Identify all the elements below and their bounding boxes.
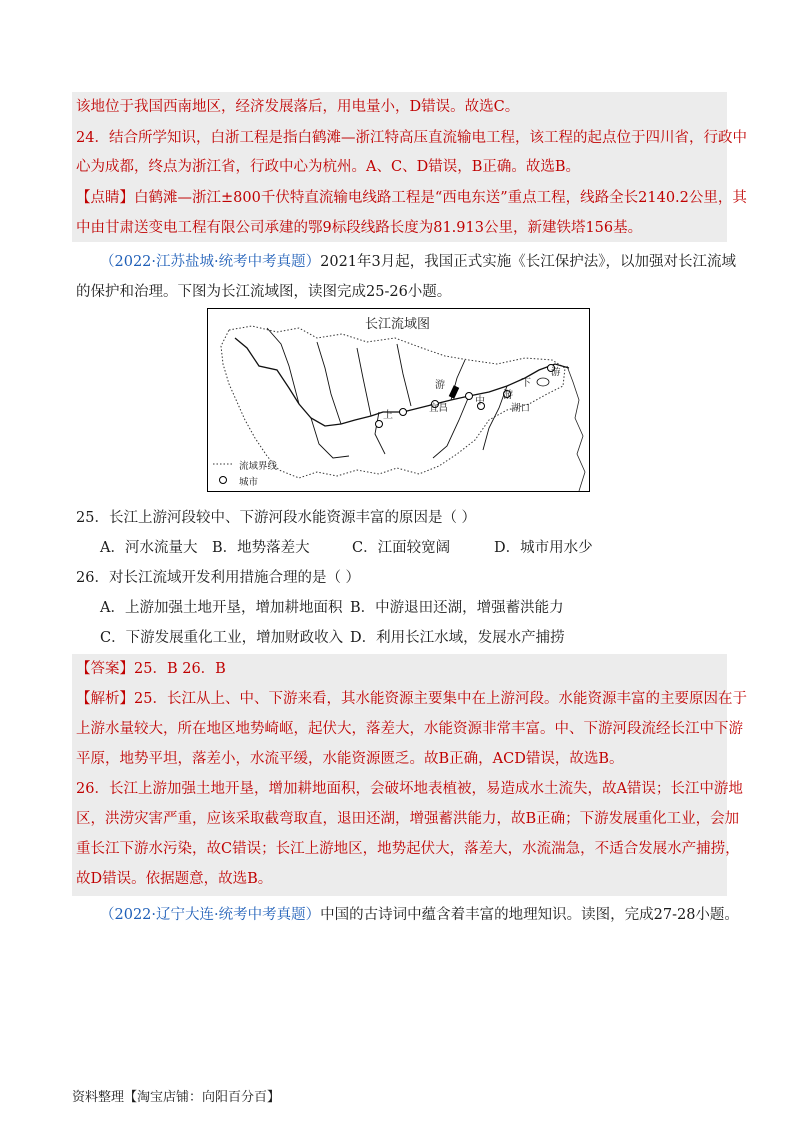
- next-question-intro: [100, 905, 739, 925]
- city-marker: [466, 393, 473, 400]
- city-marker: [400, 409, 407, 416]
- label-you-3: 游: [551, 367, 561, 378]
- q25-stem: 25．长江上游河段较中、下游河段水能资源丰富的原因是（ ）: [76, 510, 477, 526]
- label-you-1: 游: [435, 380, 445, 391]
- note-line: 中由甘肃送变电工程有限公司承建的鄂9标段线路长度为81.913公里，新建铁塔156基。: [76, 220, 643, 236]
- q26-option-d: D．利用长江水域，发展水产捕捞: [350, 630, 565, 646]
- analysis-line: 重长江下游水污染，故C错误；长江上游地区，地势起伏大，落差大，水流湍急，不适合发展水产捕捞，: [76, 841, 740, 857]
- intro-text-2: 的保护和治理。下图为长江流域图，读图完成25-26小题。: [76, 284, 452, 300]
- label-you-2: 游: [503, 390, 513, 401]
- q26-option-c: C．下游发展重化工业，增加财政收入: [100, 630, 344, 646]
- q26-option-b: B．中游退田还湖，增强蓄洪能力: [350, 600, 564, 616]
- yangtze-basin-map: [207, 308, 590, 492]
- next-intro-text: 中国的古诗词中蕴含着丰富的地理知识。读图，完成27-28小题。: [320, 907, 739, 923]
- q25-option-a: A．河水流量大: [100, 540, 198, 556]
- note-line: 【点睛】白鹤滩—浙江±800千伏特直流输电线路工程是“西电东送”重点工程，线路全长2140.2公里，其: [76, 190, 747, 206]
- question-source: （2022·江苏盐城·统考中考真题）: [100, 254, 321, 270]
- label-yichang: 宜昌: [429, 403, 449, 414]
- page-footer: 资料整理【淘宝店铺：向阳百分百】: [72, 1090, 281, 1105]
- label-hukou: 湖口: [511, 403, 531, 414]
- next-question-source: （2022·辽宁大连·统考中考真题）: [100, 907, 321, 923]
- q25-option-b: B．地势落差大: [212, 540, 310, 556]
- label-middle: 中: [475, 396, 485, 407]
- q25-option-c: C．江面较宽阔: [352, 540, 451, 556]
- analysis-line: 上游水量较大，所在地区地势崎岖，起伏大，落差大，水能资源非常丰富。中、下游河段流经长江中下游: [76, 721, 743, 737]
- q26-stem: 26．对长江流域开发利用措施合理的是（ ）: [76, 570, 361, 586]
- analysis-line: 故D错误。依据题意，故选B。: [76, 871, 273, 887]
- question-intro: [100, 252, 736, 272]
- legend-city-label: 城市: [239, 477, 259, 488]
- map-title: 长江流域图: [365, 317, 431, 332]
- analysis-line: 【解析】25．长江从上、中、下游来看，其水能资源主要集中在上游河段。水能资源丰富的主要原因在于: [76, 691, 747, 707]
- solution-line: 该地位于我国西南地区，经济发展落后，用电量小，D错误。故选C。: [76, 99, 520, 115]
- legend-boundary-label: 流域界线: [239, 461, 278, 472]
- legend-city-marker: [220, 477, 227, 484]
- analysis-line: 区，洪涝灾害严重，应该采取截弯取直，退田还湖，增强蓄洪能力，故B正确；下游发展重化工业，会加: [76, 811, 740, 827]
- analysis-line: 平原，地势平坦，落差小，水流平缓，水能资源匮乏。故B正确，ACD错误，故选B。: [76, 751, 624, 767]
- solution-line: 心为成都，终点为浙江省，行政中心为杭州。A、C、D错误，B正确。故选B。: [76, 159, 580, 175]
- label-lower: 下: [521, 378, 531, 389]
- intro-text: 2021年3月起，我国正式实施《长江保护法》，以加强对长江流域: [320, 254, 736, 270]
- q26-option-a: A．上游加强土地开垦，增加耕地面积: [100, 600, 343, 616]
- city-marker: [376, 421, 383, 428]
- answer-key: 【答案】25．B 26．B: [76, 661, 226, 677]
- solution-line: 24．结合所学知识，白浙工程是指白鹤滩—浙江特高压直流输电工程，该工程的起点位于四川省，行政中: [76, 130, 747, 146]
- q25-option-d: D．城市用水少: [494, 540, 593, 556]
- analysis-line: 26．长江上游加强土地开垦，增加耕地面积，会破坏地表植被，易造成水土流失，故A错误；长江中游地: [76, 781, 743, 797]
- label-upper: 上: [383, 410, 393, 421]
